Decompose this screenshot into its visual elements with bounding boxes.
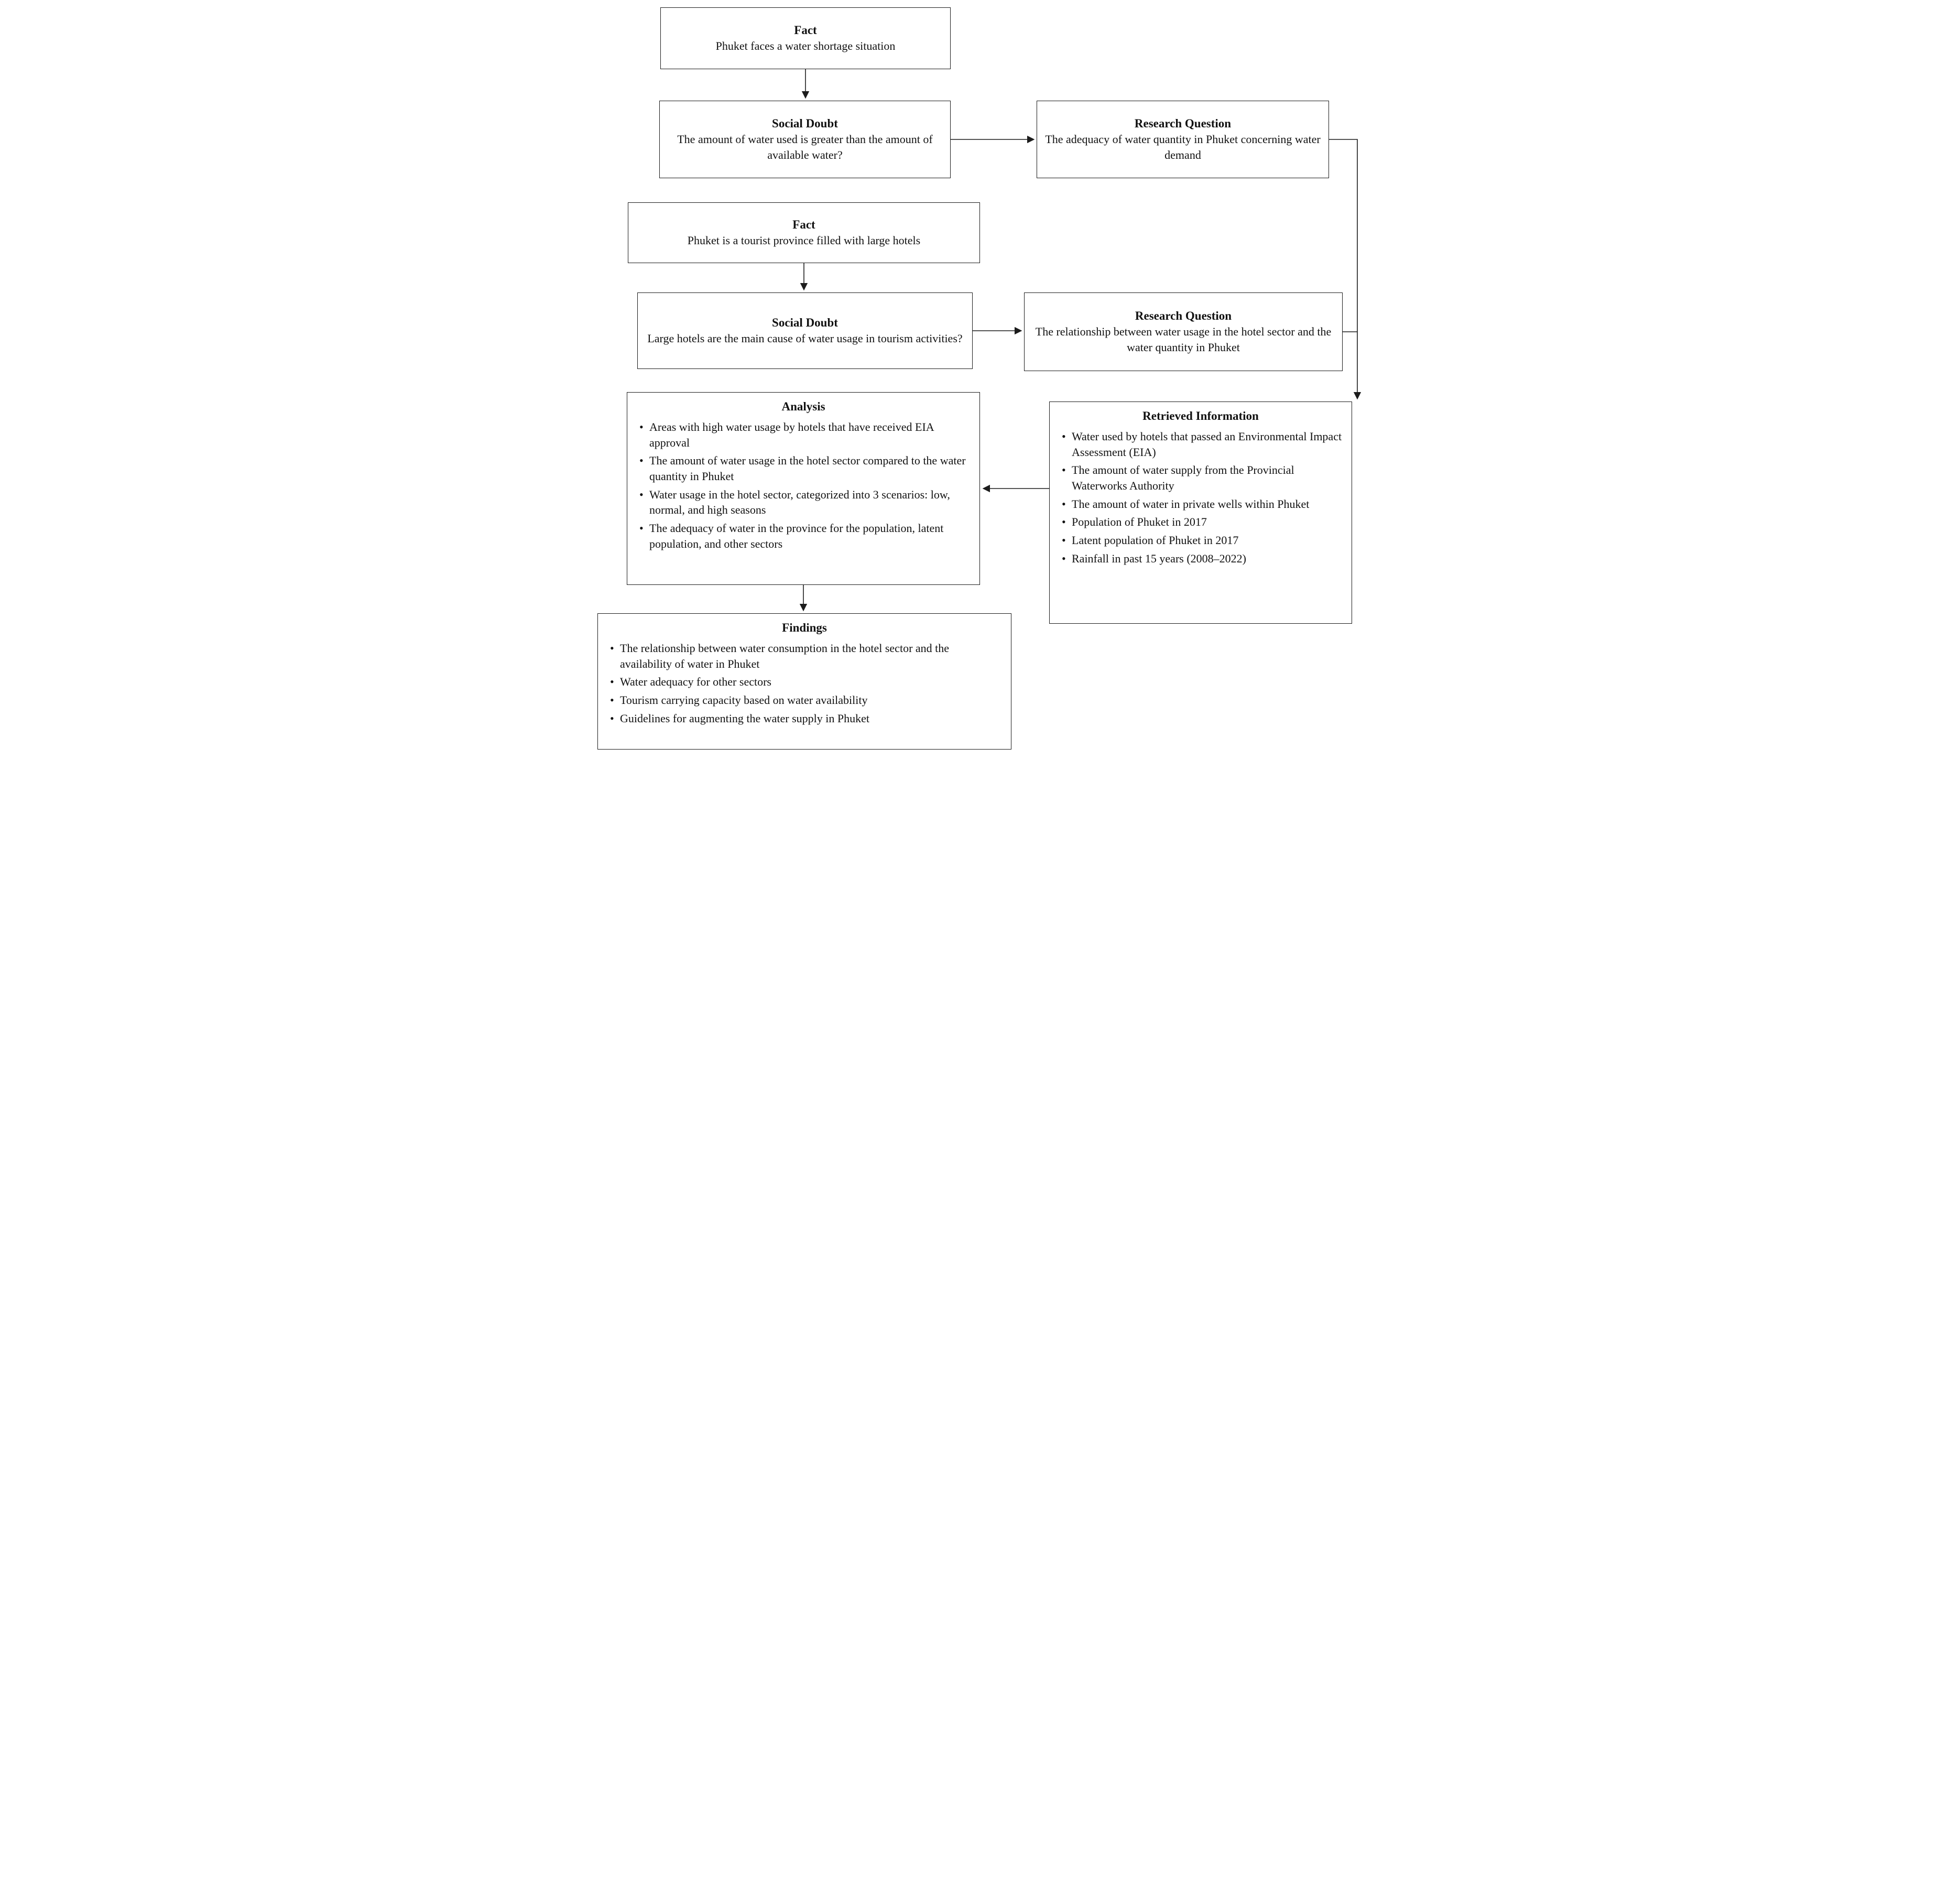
flowchart-canvas	[588, 0, 1372, 760]
findings-bullet: • Tourism carrying capacity based on water availability	[607, 692, 1001, 708]
question2-text: The relationship between water usage in the hotel sector and the water quantity in Phuket	[1035, 325, 1332, 354]
findings-bullet: • The relationship between water consumption in the hotel sector and the availability of water in Phuket	[607, 641, 1001, 671]
doubt1-box	[659, 101, 951, 178]
retrieved-bullet-list	[1059, 426, 1342, 567]
retrieved-title: Retrieved Information	[1142, 409, 1259, 422]
retrieved-bullet: • Population of Phuket in 2017	[1059, 514, 1342, 530]
question1-title: Research Question	[1134, 117, 1232, 131]
retrieved-bullet: • Water used by hotels that passed an Environmental Impact Assessment (EIA)	[1059, 429, 1342, 460]
question2-title: Research Question	[1135, 309, 1232, 323]
doubt2-title: Social Doubt	[772, 316, 838, 330]
findings-box	[597, 613, 1011, 750]
analysis-bullet: • Water usage in the hotel sector, categorized into 3 scenarios: low, normal, and high seasons	[637, 487, 970, 518]
findings-bullet: • Guidelines for augmenting the water supply in Phuket	[607, 711, 1001, 726]
fact1-text: Phuket faces a water shortage situation	[715, 39, 896, 53]
retrieved-bullet: • Rainfall in past 15 years (2008–2022)	[1059, 551, 1342, 567]
analysis-bullet: • The amount of water usage in the hotel sector compared to the water quantity in Phuket	[637, 453, 970, 484]
retrieved-bullet: • The amount of water supply from the Provincial Waterworks Authority	[1059, 462, 1342, 493]
analysis-bullet: • Areas with high water usage by hotels that have received EIA approval	[637, 419, 970, 450]
findings-bullet: • Water adequacy for other sectors	[607, 674, 1001, 690]
question1-box	[1037, 101, 1329, 178]
retrieved-bullet: • Latent population of Phuket in 2017	[1059, 533, 1342, 548]
doubt2-box	[637, 292, 973, 369]
question1-text: The adequacy of water quantity in Phuket concerning water demand	[1045, 133, 1321, 161]
fact2-text: Phuket is a tourist province filled with large hotels	[687, 234, 921, 247]
question2-box	[1024, 292, 1343, 371]
fact1-title: Fact	[794, 24, 817, 37]
analysis-title: Analysis	[781, 400, 825, 413]
doubt1-title: Social Doubt	[772, 117, 838, 131]
doubt2-text: Large hotels are the main cause of water usage in tourism activities?	[647, 332, 963, 345]
fact2-title: Fact	[792, 218, 815, 232]
analysis-box	[627, 392, 980, 585]
retrieved-box	[1049, 402, 1352, 624]
fact2-box	[628, 202, 980, 263]
findings-title: Findings	[782, 621, 827, 634]
analysis-bullet: • The adequacy of water in the province for the population, latent population, and other sectors	[637, 520, 970, 551]
doubt1-text: The amount of water used is greater than the amount of available water?	[677, 133, 933, 161]
findings-bullet-list	[607, 638, 1001, 726]
retrieved-bullet: • The amount of water in private wells within Phuket	[1059, 496, 1342, 512]
analysis-bullet-list	[637, 417, 970, 552]
fact1-box	[660, 7, 951, 69]
